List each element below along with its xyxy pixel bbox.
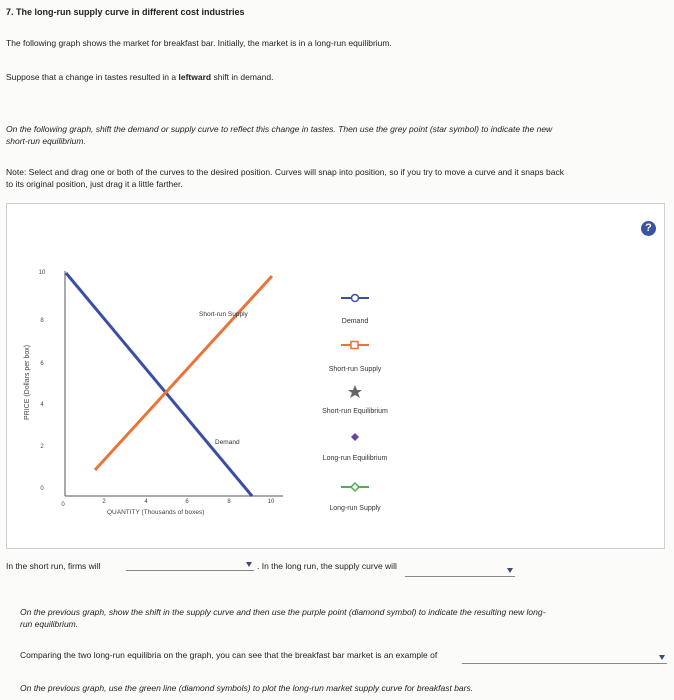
y-tick-label: 4: [40, 402, 44, 408]
q2-line-2: run equilibrium.: [20, 619, 79, 629]
q1-suffix: . In the long run, the supply curve will: [257, 561, 397, 571]
legend-long-run-supply-tool[interactable]: [341, 483, 369, 491]
x-tick-label: 0: [61, 502, 65, 508]
legend-short-run-supply-tool[interactable]: [341, 342, 369, 349]
intro-text: The following graph shows the market for breakfast bar. Initially, the market is in a long-run equilibrium.: [6, 38, 392, 48]
legend-demand-label: Demand: [341, 318, 369, 325]
short-run-supply-curve[interactable]: [95, 276, 272, 470]
q4-text: On the previous graph, use the green line (diamond symbols) to plot the long-run market supply curve for breakfast bars.: [20, 683, 474, 693]
x-tick-label: 10: [267, 499, 275, 505]
y-axis-label: PRICE (Dollars per box): [24, 344, 31, 420]
chevron-down-icon: [507, 568, 513, 573]
legend-long-run-eq-tool[interactable]: [351, 433, 359, 441]
y-tick-label: 2: [40, 444, 44, 450]
x-tick-label: 6: [185, 499, 189, 505]
legend-supply-icon: [351, 342, 358, 349]
y-tick-label: 0: [40, 486, 44, 492]
instruction-line-1: On the following graph, shift the demand or supply curve to reflect this change in tastes. Then use the grey point (star symbol) to indicate the new: [6, 124, 553, 134]
legend-demand-icon: [352, 295, 359, 302]
note-line-2: to its original position, just drag it a little farther.: [6, 179, 183, 189]
legend-short-run-eq-label: Short-run Equilibrium: [322, 408, 388, 415]
q1-prefix: In the short run, firms will: [6, 561, 101, 571]
scenario-text-bold: leftward: [178, 72, 212, 82]
x-tick-label: 4: [144, 499, 148, 505]
chevron-down-icon: [246, 562, 252, 567]
purple-diamond-icon: [351, 433, 359, 441]
star-icon: [348, 385, 362, 398]
question-title: 7. The long-run supply curve in different cost industries: [6, 7, 245, 17]
y-tick-label: 8: [40, 318, 44, 324]
chevron-down-icon: [659, 655, 665, 660]
scenario-text-pre: Suppose that a change in tastes resulted in a: [6, 72, 179, 82]
demand-curve[interactable]: [66, 273, 252, 496]
y-tick-label: 10: [38, 270, 46, 276]
legend-long-run-supply-label: Long-run Supply: [329, 505, 381, 512]
legend-short-run-eq-tool[interactable]: [348, 385, 362, 398]
legend-long-run-eq-label: Long-run Equilibrium: [322, 455, 388, 462]
q2-line-1: On the previous graph, show the shift in the supply curve and then use the purple point (diamond symbol) to indicate the resulting new long-: [20, 607, 546, 617]
x-tick-label: 2: [102, 499, 106, 505]
supply-curve-label: Short-run Supply: [199, 311, 248, 318]
x-axis-label: QUANTITY (Thousands of boxes): [107, 509, 205, 516]
note-line-1: Note: Select and drag one or both of the curves to the desired position. Curves will snap into position, so if you try to move a curve and it snaps back: [6, 167, 564, 177]
instruction-line-2: short-run equilibrium.: [6, 136, 86, 146]
q3-dropdown[interactable]: [462, 653, 667, 664]
help-icon[interactable]: ?: [641, 221, 656, 236]
legend-short-run-supply-label: Short-run Supply: [328, 366, 382, 373]
x-tick-label: 8: [227, 499, 231, 505]
scenario-text-post: shift in demand.: [211, 72, 274, 82]
legend-demand-tool[interactable]: [341, 295, 369, 302]
q3-text: Comparing the two long-run equilibria on the graph, you can see that the breakfast bar market is an example of: [20, 650, 438, 660]
green-diamond-icon: [351, 483, 359, 491]
q1-long-run-dropdown[interactable]: [405, 566, 515, 577]
y-tick-label: 6: [40, 361, 44, 367]
demand-curve-label: Demand: [215, 439, 240, 446]
q1-short-run-dropdown[interactable]: [126, 560, 254, 571]
